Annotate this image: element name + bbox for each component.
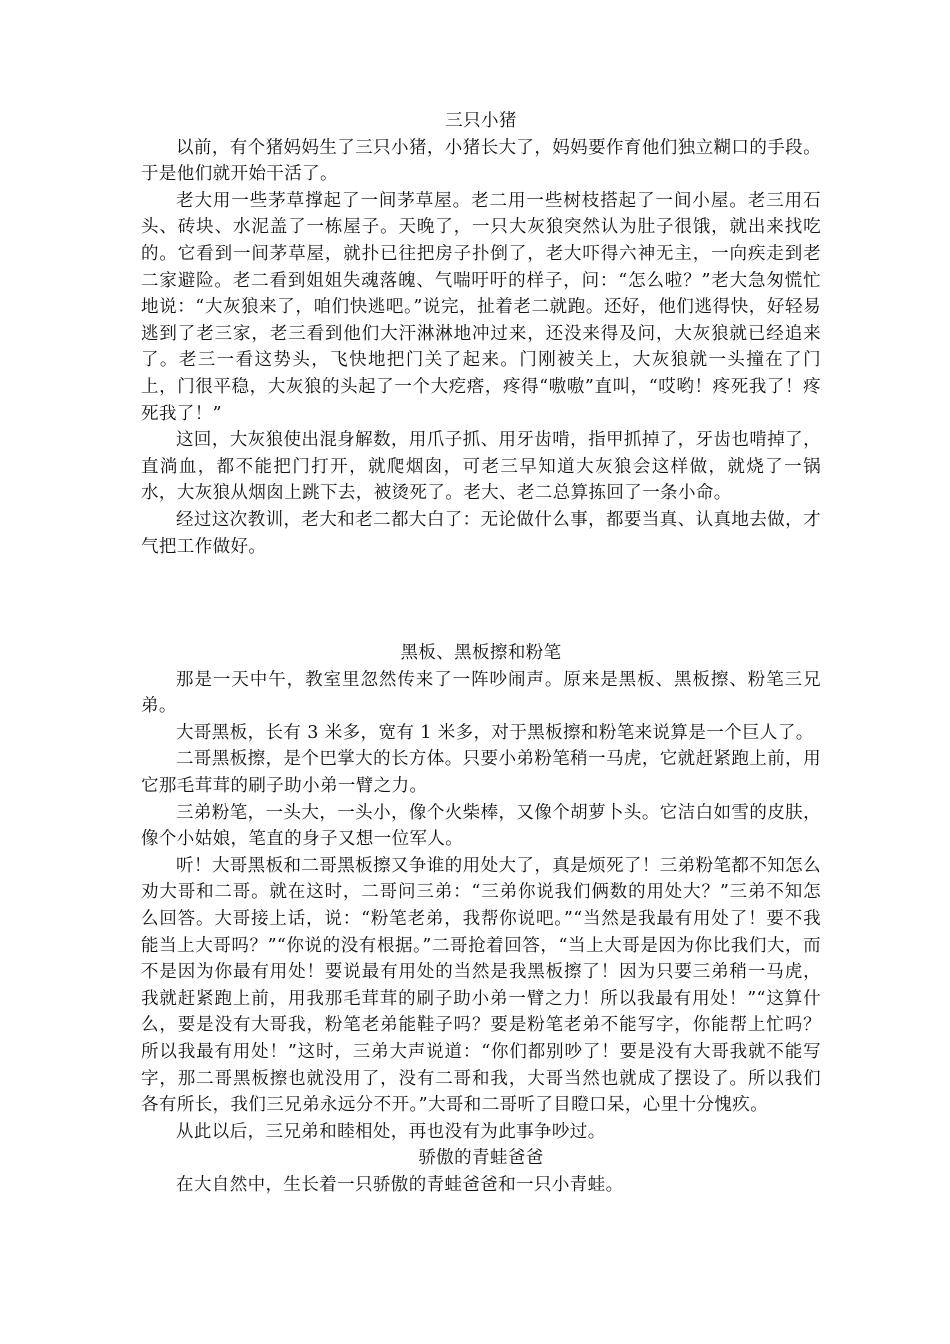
section-spacer — [141, 560, 821, 640]
paragraph: 二哥黑板擦，是个巴掌大的长方体。只要小弟粉笔稍一马虎，它就赶紧跑上前，用它那毛茸茸的刷子助小弟一臂之力。 — [141, 749, 821, 797]
paragraph: 三弟粉笔，一头大，一头小，像个火柴棒，又像个胡萝卜头。它洁白如雪的皮肤，像个小姑娘，笔直的身子又想一位军人。 — [141, 802, 821, 850]
paragraph: 老大用一些茅草撑起了一间茅草屋。老二用一些树枝搭起了一间小屋。老三用石头、砖块、水泥盖了一栋屋子。天晚了，一只大灰狼突然认为肚子很饿，就出来找吃的。它看到一间茅草屋，就扑已往把房子扑倒了，老大吓得六神无主，一向疾走到老二家避险。老二看到姐姐失魂落魄、气喘吁吁的样子，问：“怎么啦？”老大急匆慌忙地说：“大灰狼来了，咱们快逃吧。”说完，扯着老二就跑。还好，他们逃得快，好轻易逃到了老三家，老三看到他们大汗淋淋地冲过来，还没来得及问，大灰狼就已经追来了。老三一看这势头，飞快地把门关了起来。门刚被关上，大灰狼就一头撞在了门上，门很平稳，大灰狼的头起了一个大疙瘩，疼得“嗷嗷”直叫，“哎哟！疼死我了！疼死我了！” — [141, 190, 821, 424]
story-proud-frog-father — [141, 1145, 821, 1198]
paragraph: 听！大哥黑板和二哥黑板擦又争谁的用处大了，真是烦死了！三弟粉笔都不知怎么劝大哥和二哥。就在这时，二哥问三弟：“三弟你说我们俩数的用处大？”三弟不知怎么回答。大哥接上话，说：“粉笔老弟，我帮你说吧。”“当然是我最有用处了！要不我能当上大哥吗？”“你说的没有根据。”二哥抢着回答，“当上大哥是因为你比我们大，而不是因为你最有用处！要说最有用处的当然是我黑板擦了！因为只要三弟稍一马虎，我就赶紧跑上前，用我那毛茸茸的刷子助小弟一臂之力！所以我最有用处！”“这算什么，要是没有大哥我，粉笔老弟能鞋子吗？要是粉笔老弟不能写字，你能帮上忙吗？所以我最有用处！”这时，三弟大声说道：“你们都别吵了！要是没有大哥我就不能写字，那二哥黑板擦也就没用了，没有二哥和我，大哥当然也就成了摆设了。所以我们各有所长，我们三兄弟永远分不开。”大哥和二哥听了目瞪口呆，心里十分愧疚。 — [141, 855, 821, 1116]
story-title: 黑板、黑板擦和粉笔 — [400, 643, 562, 664]
paragraph: 大哥黑板，长有 3 米多，宽有 1 米多，对于黑板擦和粉笔来说算是一个巨人了。 — [176, 722, 814, 743]
story-title: 三只小猪 — [445, 111, 517, 131]
paragraph: 经过这次教训，老大和老二都大白了：无论做什么事，都要当真、认真地去做，才气把工作做好。 — [141, 509, 821, 557]
story-title: 骄傲的青蛙爸爸 — [418, 1148, 544, 1169]
paragraph: 那是一天中午，教室里忽然传来了一阵吵闹声。原来是黑板、黑板擦、粉笔三兄弟。 — [141, 669, 821, 717]
paragraph: 从此以后，三兄弟和睦相处，再也没有为此事争吵过。 — [176, 1121, 606, 1142]
paragraph: 以前，有个猪妈妈生了三只小猪，小猪长大了，妈妈要作育他们独立糊口的手段。于是他们就开始干活了。 — [141, 137, 821, 185]
document-page — [141, 108, 821, 1199]
paragraph: 这回，大灰狼使出混身解数，用爪子抓、用牙齿啃，指甲抓掉了，牙齿也啃掉了，直淌血，都不能把门打开，就爬烟囱，可老三早知道大灰狼会这样做，就烧了一锅水，大灰狼从烟囱上跳下去，被烫死了。老大、老二总算拣回了一条小命。 — [141, 430, 821, 504]
paragraph: 在大自然中，生长着一只骄傲的青蛙爸爸和一只小青蛙。 — [176, 1174, 624, 1195]
story-blackboard-eraser-chalk — [141, 640, 821, 1145]
story-three-little-pigs — [141, 108, 821, 560]
